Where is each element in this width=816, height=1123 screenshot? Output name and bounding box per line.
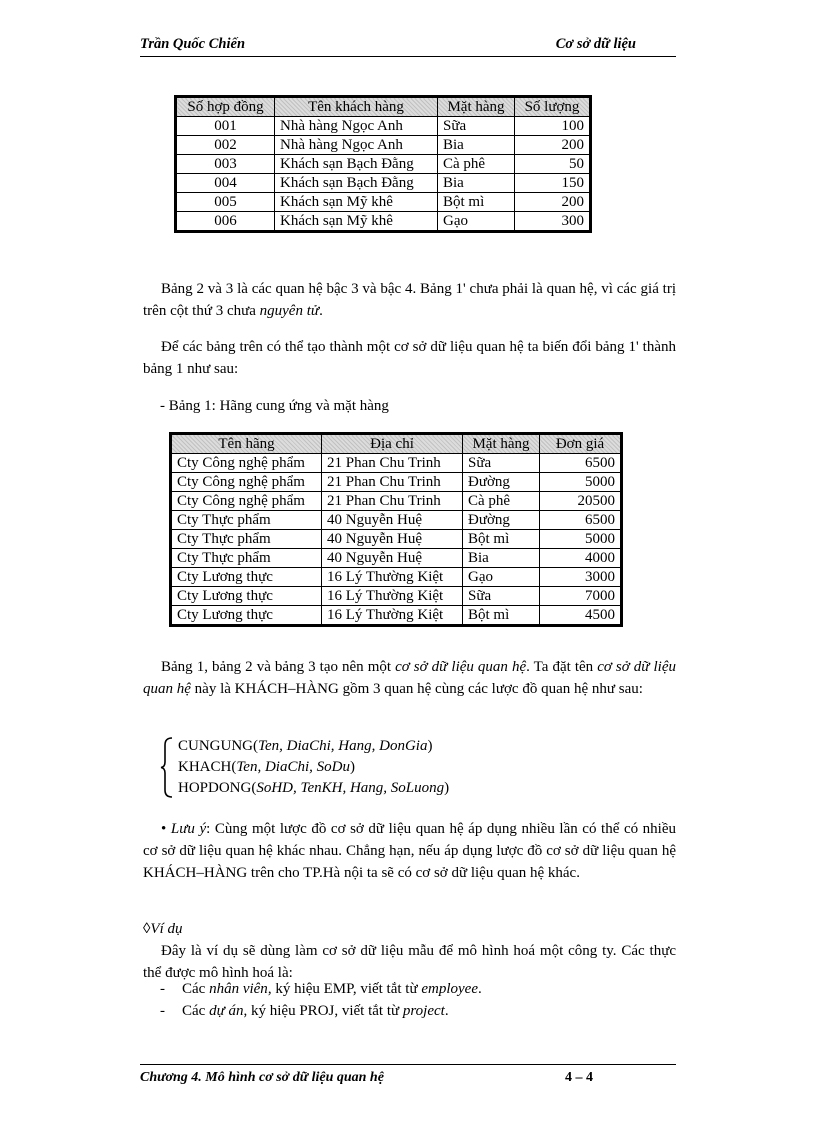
column-header: Địa chỉ [322, 435, 463, 454]
table-cell: 4000 [540, 549, 621, 568]
table-cell: 21 Phan Chu Trinh [322, 492, 463, 511]
table-row [172, 606, 621, 625]
column-header: Tên khách hàng [275, 98, 438, 117]
table-cell: Sữa [438, 117, 515, 136]
table-cell: Đường [463, 473, 540, 492]
table-cell: 20500 [540, 492, 621, 511]
table-cell: Bột mì [463, 606, 540, 625]
example-intro: Đây là ví dụ sẽ dùng làm cơ sở dữ liệu mẫu để mô hình hoá một công ty. Các thực thể được mô hình hoá là: [143, 943, 676, 981]
schema-line: KHACH(Ten, DiaChi, SoDu) [178, 759, 355, 775]
table-cell: Gạo [463, 568, 540, 587]
table-cell: 16 Lý Thường Kiệt [322, 606, 463, 625]
column-header: Số lượng [515, 98, 590, 117]
header-author: Trần Quốc Chiến [140, 36, 246, 52]
table-cell: 3000 [540, 568, 621, 587]
table-row [172, 454, 621, 473]
table-cell: Cty Lương thực [172, 606, 322, 625]
table-cell: 4500 [540, 606, 621, 625]
table-cell: 001 [177, 117, 275, 136]
table-cell: Cty Công nghệ phẩm [172, 473, 322, 492]
table-row [172, 549, 621, 568]
table-cell: 6500 [540, 511, 621, 530]
header-subject: Cơ sở dữ liệu [555, 36, 636, 52]
table-cell: Khách sạn Mỹ khê [275, 193, 438, 212]
column-header: Mặt hàng [463, 435, 540, 454]
contracts-table [176, 97, 590, 231]
table-cell: Nhà hàng Ngọc Anh [275, 136, 438, 155]
table-cell: 200 [515, 193, 590, 212]
paragraph-note: • Lưu ý: Cùng một lược đồ cơ sở dữ liệu quan hệ áp dụng nhiều lần có thể có nhiều cơ sở dữ liệu quan hệ khác nhau. Chẳng hạn, nếu áp dụng lược đồ cơ sở dữ liệu quan hệ KHÁCH–HÀNG trên cho TP.Hà nội ta sẽ có cơ sở dữ liệu quan hệ khác. [143, 821, 677, 881]
table-row [177, 136, 590, 155]
table-cell: Khách sạn Bạch Đằng [275, 155, 438, 174]
table-cell: Bột mì [463, 530, 540, 549]
paragraph-transform: Để các bảng trên có thể tạo thành một cơ sở dữ liệu quan hệ ta biến đổi bảng 1' thành bảng 1 như sau: [143, 339, 676, 377]
table-row [172, 473, 621, 492]
schema-line: CUNGUNG(Ten, DiaChi, Hang, DonGia) [178, 738, 433, 754]
table-cell: Cty Thực phẩm [172, 530, 322, 549]
table-cell: Bia [463, 549, 540, 568]
table-cell: Sữa [463, 454, 540, 473]
table-cell: Cty Thực phẩm [172, 549, 322, 568]
suppliers-table [171, 434, 621, 625]
table-cell: 150 [515, 174, 590, 193]
table-header-row [172, 435, 621, 454]
paragraph-database: Bảng 1, bảng 2 và bảng 3 tạo nên một cơ sở dữ liệu quan hệ. Ta đặt tên cơ sở dữ liệu quan hệ này là KHÁCH–HÀNG gồm 3 quan hệ cùng các lược đồ quan hệ như sau: [143, 659, 676, 697]
column-header: Mặt hàng [438, 98, 515, 117]
table-row [172, 568, 621, 587]
table-row [177, 193, 590, 212]
table-row [177, 155, 590, 174]
list-item: - Các dự án, ký hiệu PROJ, viết tắt từ project. [160, 1003, 449, 1019]
table-cell: Khách sạn Mỹ khê [275, 212, 438, 231]
table-cell: Khách sạn Bạch Đằng [275, 174, 438, 193]
table-cell: Nhà hàng Ngọc Anh [275, 117, 438, 136]
table-cell: 300 [515, 212, 590, 231]
table-cell: Bia [438, 136, 515, 155]
table-cell: 21 Phan Chu Trinh [322, 473, 463, 492]
page-number: 4 – 4 [565, 1070, 593, 1085]
table-row [172, 587, 621, 606]
table-row [177, 174, 590, 193]
example-heading: ◊Ví dụ [143, 921, 183, 937]
diamond-icon: ◊ [143, 921, 151, 937]
table-cell: 5000 [540, 530, 621, 549]
table-row [172, 530, 621, 549]
table-cell: Bia [438, 174, 515, 193]
table-cell: Cty Công nghệ phẩm [172, 454, 322, 473]
table-row [172, 492, 621, 511]
table-cell: 200 [515, 136, 590, 155]
table-row [177, 117, 590, 136]
table-cell: Sữa [463, 587, 540, 606]
column-header: Số hợp đồng [177, 98, 275, 117]
table-cell: Cty Lương thực [172, 587, 322, 606]
table-cell: Gạo [438, 212, 515, 231]
column-header: Tên hãng [172, 435, 322, 454]
table-cell: 16 Lý Thường Kiệt [322, 568, 463, 587]
table-row [172, 511, 621, 530]
table-cell: 16 Lý Thường Kiệt [322, 587, 463, 606]
table-row [177, 212, 590, 231]
page-header [140, 36, 676, 57]
table-cell: Cty Công nghệ phẩm [172, 492, 322, 511]
table-cell: 002 [177, 136, 275, 155]
table-cell: Cà phê [438, 155, 515, 174]
table-cell: Đường [463, 511, 540, 530]
table-cell: 5000 [540, 473, 621, 492]
page-footer [140, 1064, 676, 1087]
table-cell: Bột mì [438, 193, 515, 212]
table-cell: 005 [177, 193, 275, 212]
list-item: - Các nhân viên, ký hiệu EMP, viết tắt từ employee. [160, 981, 482, 997]
table-cell: 50 [515, 155, 590, 174]
bullet-icon: • [161, 821, 167, 837]
table-cell: Cty Lương thực [172, 568, 322, 587]
brace-icon [160, 736, 174, 799]
table-cell: 7000 [540, 587, 621, 606]
table1-caption: - Bảng 1: Hãng cung ứng và mặt hàng [160, 398, 389, 414]
table-cell: 40 Nguyễn Huệ [322, 549, 463, 568]
column-header: Đơn giá [540, 435, 621, 454]
schema-line: HOPDONG(SoHD, TenKH, Hang, SoLuong) [178, 780, 450, 796]
table-cell: 100 [515, 117, 590, 136]
footer-chapter: Chương 4. Mô hình cơ sở dữ liệu quan hệ [140, 1070, 384, 1085]
table-cell: 003 [177, 155, 275, 174]
paragraph-relations: Bảng 2 và 3 là các quan hệ bậc 3 và bậc 4. Bảng 1' chưa phải là quan hệ, vì các giá trị trên cột thứ 3 chưa nguyên tử. [143, 281, 676, 319]
table-cell: 40 Nguyễn Huệ [322, 511, 463, 530]
table-cell: Cty Thực phẩm [172, 511, 322, 530]
table-cell: 40 Nguyễn Huệ [322, 530, 463, 549]
table-cell: 006 [177, 212, 275, 231]
table-cell: 6500 [540, 454, 621, 473]
table-header-row [177, 98, 590, 117]
table-cell: Cà phê [463, 492, 540, 511]
table-cell: 004 [177, 174, 275, 193]
table-cell: 21 Phan Chu Trinh [322, 454, 463, 473]
